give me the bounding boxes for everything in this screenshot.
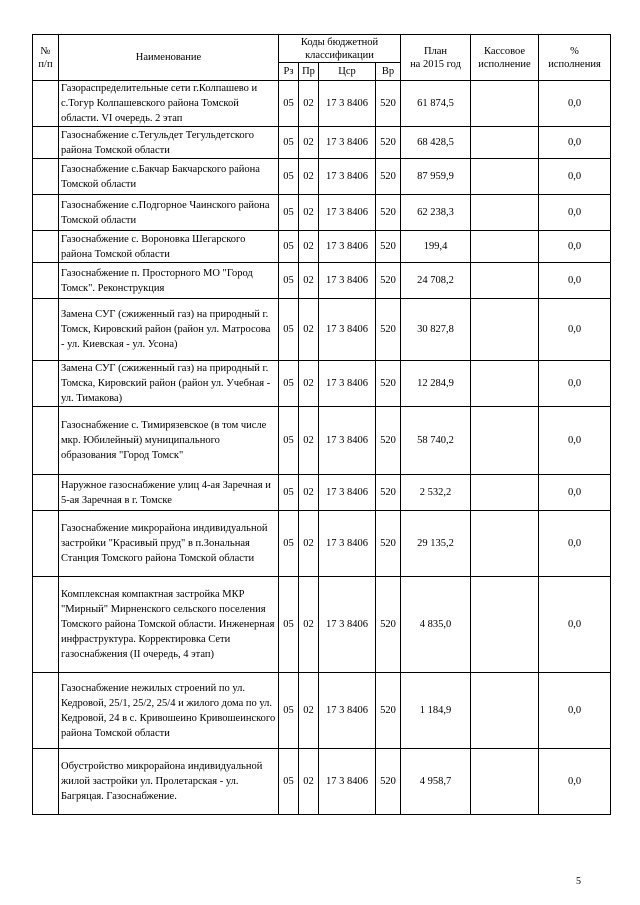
row-rz: 05 xyxy=(279,195,299,231)
row-percent: 0,0 xyxy=(539,475,611,511)
row-percent: 0,0 xyxy=(539,361,611,407)
row-pr: 02 xyxy=(299,749,319,815)
row-vr: 520 xyxy=(376,263,401,299)
row-pr: 02 xyxy=(299,81,319,127)
row-rz: 05 xyxy=(279,127,299,159)
row-number xyxy=(33,231,59,263)
table-row xyxy=(33,361,611,407)
row-number xyxy=(33,299,59,361)
row-plan: 12 284,9 xyxy=(401,361,471,407)
row-pr: 02 xyxy=(299,159,319,195)
row-name: Газоснабжение с. Тимирязевское (в том числе мкр. Юбилейный) муниципального образования "Город Томск" xyxy=(59,407,279,475)
row-number xyxy=(33,673,59,749)
row-name: Газоснабжение п. Просторного МО "Город Томск". Реконструкция xyxy=(59,263,279,299)
row-pr: 02 xyxy=(299,231,319,263)
row-percent: 0,0 xyxy=(539,263,611,299)
table-row xyxy=(33,577,611,673)
row-percent: 0,0 xyxy=(539,195,611,231)
row-number xyxy=(33,127,59,159)
table-row xyxy=(33,299,611,361)
row-pr: 02 xyxy=(299,673,319,749)
header-pr: Пр xyxy=(299,63,319,81)
row-csr: 17 3 8406 xyxy=(319,263,376,299)
table-row xyxy=(33,749,611,815)
row-cash xyxy=(471,475,539,511)
row-number xyxy=(33,749,59,815)
row-plan: 29 135,2 xyxy=(401,511,471,577)
row-name: Газоснабжение с. Вороновка Шегарского района Томской области xyxy=(59,231,279,263)
row-vr: 520 xyxy=(376,407,401,475)
row-name: Газоснабжение микрорайона индивидуальной застройки "Красивый пруд" в п.Зональная Станция Томского района Томской области xyxy=(59,511,279,577)
row-percent: 0,0 xyxy=(539,159,611,195)
row-number xyxy=(33,81,59,127)
header-plan: План на 2015 год xyxy=(401,35,471,81)
row-percent: 0,0 xyxy=(539,749,611,815)
row-plan: 24 708,2 xyxy=(401,263,471,299)
row-pr: 02 xyxy=(299,195,319,231)
row-number xyxy=(33,511,59,577)
row-name: Газоснабжение с.Тегульдет Тегульдетского района Томской области xyxy=(59,127,279,159)
row-name: Замена СУГ (сжиженный газ) на природный г. Томск, Кировский район (район ул. Матросова - ул. Киевская - ул. Усона) xyxy=(59,299,279,361)
table-row xyxy=(33,475,611,511)
row-name: Наружное газоснабжение улиц 4-ая Заречная и 5-ая Заречная в г. Томске xyxy=(59,475,279,511)
row-cash xyxy=(471,299,539,361)
row-vr: 520 xyxy=(376,361,401,407)
row-pr: 02 xyxy=(299,511,319,577)
row-cash xyxy=(471,159,539,195)
row-csr: 17 3 8406 xyxy=(319,673,376,749)
row-rz: 05 xyxy=(279,577,299,673)
row-pr: 02 xyxy=(299,361,319,407)
row-number xyxy=(33,577,59,673)
row-cash xyxy=(471,749,539,815)
row-plan: 62 238,3 xyxy=(401,195,471,231)
header-rz: Рз xyxy=(279,63,299,81)
row-number xyxy=(33,407,59,475)
row-vr: 520 xyxy=(376,673,401,749)
row-cash xyxy=(471,673,539,749)
table-row xyxy=(33,511,611,577)
row-plan: 1 184,9 xyxy=(401,673,471,749)
table-row xyxy=(33,195,611,231)
row-csr: 17 3 8406 xyxy=(319,159,376,195)
row-plan: 58 740,2 xyxy=(401,407,471,475)
table-row xyxy=(33,127,611,159)
row-pr: 02 xyxy=(299,127,319,159)
row-vr: 520 xyxy=(376,749,401,815)
row-percent: 0,0 xyxy=(539,407,611,475)
row-plan: 4 958,7 xyxy=(401,749,471,815)
row-number xyxy=(33,263,59,299)
row-rz: 05 xyxy=(279,231,299,263)
page-number: 5 xyxy=(576,876,581,887)
row-pr: 02 xyxy=(299,263,319,299)
row-rz: 05 xyxy=(279,475,299,511)
row-percent: 0,0 xyxy=(539,511,611,577)
row-csr: 17 3 8406 xyxy=(319,749,376,815)
row-vr: 520 xyxy=(376,475,401,511)
table-row xyxy=(33,673,611,749)
row-rz: 05 xyxy=(279,749,299,815)
row-name: Комплексная компактная застройка МКР "Мирный" Мирненского сельского поселения Томского района Томской области. Инженерная инфраструктура. Корректировка Сети газоснабжения (II очередь, 4 этап) xyxy=(59,577,279,673)
row-pr: 02 xyxy=(299,299,319,361)
row-rz: 05 xyxy=(279,361,299,407)
row-rz: 05 xyxy=(279,299,299,361)
row-plan: 199,4 xyxy=(401,231,471,263)
header-name: Наименование xyxy=(59,35,279,81)
budget-table xyxy=(32,34,611,815)
row-csr: 17 3 8406 xyxy=(319,407,376,475)
table-row xyxy=(33,81,611,127)
row-csr: 17 3 8406 xyxy=(319,127,376,159)
row-cash xyxy=(471,81,539,127)
row-vr: 520 xyxy=(376,299,401,361)
header-cash-execution: Кассовое исполнение xyxy=(471,35,539,81)
row-plan: 30 827,8 xyxy=(401,299,471,361)
row-name: Газораспределительные сети г.Колпашево и с.Тогур Колпашевского района Томской области. VI очередь. 2 этап xyxy=(59,81,279,127)
row-rz: 05 xyxy=(279,263,299,299)
table-row xyxy=(33,407,611,475)
row-pr: 02 xyxy=(299,475,319,511)
row-name: Газоснабжение нежилых строений по ул. Кедровой, 25/1, 25/2, 25/4 и жилого дома по ул. Кедровой, 24 в с. Кривошеино Кривошеинского района Томской области xyxy=(59,673,279,749)
row-name: Газоснабжение с.Подгорное Чаинского района Томской области xyxy=(59,195,279,231)
row-cash xyxy=(471,195,539,231)
table-row xyxy=(33,231,611,263)
row-percent: 0,0 xyxy=(539,127,611,159)
row-vr: 520 xyxy=(376,81,401,127)
row-vr: 520 xyxy=(376,577,401,673)
row-vr: 520 xyxy=(376,511,401,577)
row-rz: 05 xyxy=(279,159,299,195)
row-rz: 05 xyxy=(279,511,299,577)
row-csr: 17 3 8406 xyxy=(319,299,376,361)
header-vr: Вр xyxy=(376,63,401,81)
row-number xyxy=(33,195,59,231)
row-cash xyxy=(471,361,539,407)
row-plan: 2 532,2 xyxy=(401,475,471,511)
table-row xyxy=(33,263,611,299)
header-budget-codes: Коды бюджетной классификации xyxy=(279,35,401,63)
row-cash xyxy=(471,263,539,299)
row-percent: 0,0 xyxy=(539,577,611,673)
row-csr: 17 3 8406 xyxy=(319,511,376,577)
row-percent: 0,0 xyxy=(539,231,611,263)
row-pr: 02 xyxy=(299,407,319,475)
row-cash xyxy=(471,511,539,577)
row-name: Обустройство микрорайона индивидуальной жилой застройки ул. Пролетарская - ул. Багряцая. Газоснабжение. xyxy=(59,749,279,815)
table-row xyxy=(33,159,611,195)
row-csr: 17 3 8406 xyxy=(319,231,376,263)
header-percent-execution: % исполнения xyxy=(539,35,611,81)
row-vr: 520 xyxy=(376,127,401,159)
row-csr: 17 3 8406 xyxy=(319,195,376,231)
row-rz: 05 xyxy=(279,407,299,475)
row-pr: 02 xyxy=(299,577,319,673)
row-csr: 17 3 8406 xyxy=(319,577,376,673)
row-csr: 17 3 8406 xyxy=(319,81,376,127)
row-rz: 05 xyxy=(279,673,299,749)
row-percent: 0,0 xyxy=(539,81,611,127)
row-vr: 520 xyxy=(376,231,401,263)
row-cash xyxy=(471,577,539,673)
row-cash xyxy=(471,231,539,263)
row-number xyxy=(33,361,59,407)
row-vr: 520 xyxy=(376,195,401,231)
row-vr: 520 xyxy=(376,159,401,195)
row-csr: 17 3 8406 xyxy=(319,475,376,511)
header-number: № п/п xyxy=(33,35,59,81)
row-plan: 68 428,5 xyxy=(401,127,471,159)
row-name: Газоснабжение с.Бакчар Бакчарского района Томской области xyxy=(59,159,279,195)
row-plan: 61 874,5 xyxy=(401,81,471,127)
row-csr: 17 3 8406 xyxy=(319,361,376,407)
row-cash xyxy=(471,407,539,475)
row-percent: 0,0 xyxy=(539,299,611,361)
row-plan: 87 959,9 xyxy=(401,159,471,195)
row-cash xyxy=(471,127,539,159)
row-number xyxy=(33,159,59,195)
row-percent: 0,0 xyxy=(539,673,611,749)
row-number xyxy=(33,475,59,511)
row-name: Замена СУГ (сжиженный газ) на природный г. Томска, Кировский район (район ул. Учебная - ул. Тимакова) xyxy=(59,361,279,407)
header-csr: Цср xyxy=(319,63,376,81)
row-rz: 05 xyxy=(279,81,299,127)
row-plan: 4 835,0 xyxy=(401,577,471,673)
